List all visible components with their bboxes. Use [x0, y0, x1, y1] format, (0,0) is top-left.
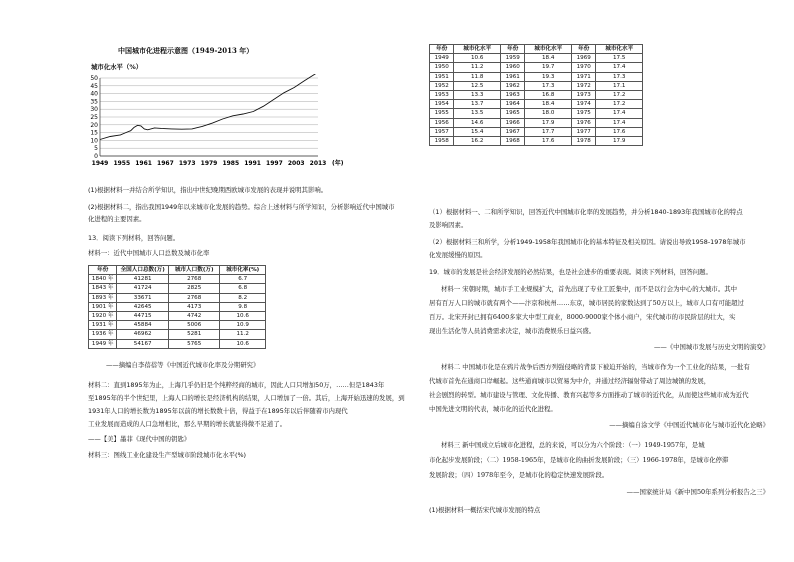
table-header: 城市化水平 [596, 45, 643, 54]
table-cell: 10.6 [454, 54, 501, 63]
table-header: 城市人口数(万) [168, 266, 219, 275]
y-tick-label: 20 [90, 121, 98, 129]
x-tick-label: 1979 [200, 160, 218, 167]
question-19: 19．城市的发展是社会经济发展的必然结果，也是社会进步的重要表现。阅读下列材料，回答问题。 [429, 268, 712, 276]
table-cell: 1956 [430, 118, 454, 127]
table-cell: 1977 [571, 127, 595, 136]
table-cell: 45884 [117, 321, 169, 330]
table-cell: 1967 [500, 127, 524, 136]
table-cell: 1963 [500, 91, 524, 100]
table-cell: 17.4 [596, 63, 643, 72]
question-2-line-2: 化进程的主要因素。 [88, 215, 146, 223]
series-line [100, 74, 318, 140]
table-row [430, 109, 643, 118]
table-cell: 1969 [571, 54, 595, 63]
table-row [430, 91, 643, 100]
urbanization-table [429, 44, 643, 146]
table-row [430, 118, 643, 127]
table-row [89, 339, 266, 348]
table-cell: 1951 [430, 72, 454, 81]
question-1: (1)根据材料一并结合所学知识，指出中世纪晚期西欧城市发展的表现并说明其影响。 [88, 186, 328, 194]
table-cell: 13.3 [454, 91, 501, 100]
x-tick-label: 1967 [157, 160, 174, 167]
table-cell: 11.2 [454, 63, 501, 72]
table-cell: 1972 [571, 81, 595, 90]
table-cell: 10.9 [220, 321, 266, 330]
x-tick-label: 1991 [244, 160, 261, 167]
x-tick-label: 2003 [287, 160, 305, 167]
table-cell: 5765 [168, 339, 219, 348]
table-cell: 1949 [430, 54, 454, 63]
r-material-3-line-3: 发展阶段；（四）1978年至今，是城市化的稳定快速发展阶段。 [429, 471, 609, 479]
table-cell: 44715 [117, 312, 169, 321]
table-1-source: ——摘编自李蓓蓓等《中国近代城市化率及分期研究》 [106, 361, 260, 369]
table-cell: 4173 [168, 302, 219, 311]
x-tick-label: 1985 [222, 160, 240, 167]
table-cell: 17.2 [596, 91, 643, 100]
x-tick-label: 1955 [113, 160, 131, 167]
x-tick-label: 1949 [91, 160, 109, 167]
table-cell: 1957 [430, 127, 454, 136]
table-cell: 1976 [571, 118, 595, 127]
table-cell: 1964 [500, 100, 524, 109]
table-cell: 18.4 [525, 100, 572, 109]
table-cell: 41281 [117, 275, 169, 284]
table-row [89, 312, 266, 321]
table-cell: 1936 年 [89, 330, 117, 339]
material-2-line-4: 工业发展而造成的人口急增相比，那么早期的增长就显得微不足道了。 [88, 420, 287, 428]
r-material-3-line-2: 市化起步发展阶段；（二）1958-1965年，是城市化的曲折发展阶段；（三）1966-1978年，是城市化停滞 [429, 456, 729, 464]
table-cell: 2825 [168, 284, 219, 293]
table-cell: 1955 [430, 109, 454, 118]
table-cell: 17.9 [596, 137, 643, 146]
table-row [430, 137, 643, 146]
material-2-line-2: 至1895年的半个世纪里，上海人口的增长是经济机构的结果，人口增加了一倍。其后，上海开始迅速的发展，到 [88, 394, 405, 402]
table-cell: 19.7 [525, 63, 572, 72]
table-cell: 1931 年 [89, 321, 117, 330]
right-question-1-line-2: 及影响因素。 [429, 221, 468, 229]
question-13: 13．阅读下列材料，回答问题。 [88, 234, 180, 242]
y-tick-label: 50 [90, 75, 98, 82]
material-3-title: 材料三：图线工业化建设生产型城市阶段城市化水平(%) [88, 451, 247, 459]
table-header: 城市化水平 [454, 45, 501, 54]
r-material-2-line-4: 中国先进文明的代表，城市化的近代化进程。 [429, 405, 557, 413]
table-cell: 17.9 [525, 118, 572, 127]
table-cell: 1960 [500, 63, 524, 72]
table-cell: 1950 [430, 63, 454, 72]
table-cell: 33671 [117, 293, 169, 302]
table-cell: 1970 [571, 63, 595, 72]
table-cell: 1893 年 [89, 293, 117, 302]
question-2-line-1: (2)根据材料二，指出我国1949年以来城市化发展的趋势。综合上述材料与所学知识，分析影响近代中国城市 [88, 203, 395, 211]
table-cell: 1949 年 [89, 339, 117, 348]
table-cell: 6.8 [220, 284, 266, 293]
table-row [89, 293, 266, 302]
x-axis-label: (年) [332, 160, 344, 167]
x-tick-label: 1997 [266, 160, 283, 167]
table-cell: 1971 [571, 72, 595, 81]
line-chart [86, 74, 346, 180]
r-material-1-line-2: 居有百万人口的城市就有两个——汴京和杭州……东京，城市居民的家数达到了50万以上，城市人口有可能超过 [429, 299, 744, 307]
chart-ylabel: 城市化水平（%） [91, 63, 143, 71]
table-cell: 1840 年 [89, 275, 117, 284]
table-cell: 1843 年 [89, 284, 117, 293]
table-row [89, 302, 266, 311]
table-header: 年份 [500, 45, 524, 54]
table-cell: 17.6 [596, 127, 643, 136]
r-material-2-line-3: 社会剧烈的转型。城市建设与管理、文化传播、教育兴起等多方面推动了城市的近代化，从而使这些城市成为近代 [429, 391, 749, 399]
table-cell: 12.5 [454, 81, 501, 90]
table-cell: 13.7 [454, 100, 501, 109]
y-tick-label: 25 [90, 114, 98, 121]
table-cell: 1954 [430, 100, 454, 109]
table-cell: 18.0 [525, 109, 572, 118]
table-cell: 5281 [168, 330, 219, 339]
table-header: 年份 [89, 266, 117, 275]
table-cell: 10.6 [220, 312, 266, 321]
y-tick-label: 15 [90, 129, 98, 137]
material-2-line-1: 材料二：直到1895年为止，上海几乎仍旧是个纯粹经商的城市，因此人口只增加50万，……但是1843年 [88, 381, 385, 389]
table-cell: 17.7 [525, 127, 572, 136]
table-row [430, 81, 643, 90]
r-material-3-line-1: 材料三 新中国成立后城市化进程，总的来说，可以分为六个阶段：（一）1949-1957年，是城 [441, 441, 705, 449]
table-cell: 1962 [500, 81, 524, 90]
table-cell: 19.3 [525, 72, 572, 81]
table-cell: 54167 [117, 339, 169, 348]
table-cell: 1959 [500, 54, 524, 63]
table-cell: 1978 [571, 137, 595, 146]
y-tick-label: 5 [94, 145, 98, 153]
table-cell: 1965 [500, 109, 524, 118]
table-row [430, 54, 643, 63]
table-cell: 2768 [168, 293, 219, 302]
table-cell: 1974 [571, 100, 595, 109]
r-material-1-line-4: 现出生活化等人员消费需求决定，城市消费娱乐日益兴盛。 [429, 327, 596, 335]
y-tick-label: 0 [94, 153, 98, 160]
table-cell: 17.5 [596, 54, 643, 63]
table-cell: 2768 [168, 275, 219, 284]
right-question-1-line-1: （1）根据材料一、二和所学知识，回答近代中国城市化率的发展趋势，并分析1840-1893年我国城市化的特点 [429, 208, 743, 216]
table-cell: 11.2 [220, 330, 266, 339]
table-row [89, 321, 266, 330]
table-row [89, 284, 266, 293]
table-cell: 4742 [168, 312, 219, 321]
table-cell: 41724 [117, 284, 169, 293]
table-cell: 42645 [117, 302, 169, 311]
table-cell: 5006 [168, 321, 219, 330]
y-tick-label: 35 [90, 98, 98, 106]
r-material-1-line-1: 材料一 宋朝时期，城市手工业规模扩大，首先出现了专业工匠集中，而不是以行会为中心的大城市。其中 [441, 285, 737, 293]
y-tick-label: 40 [90, 90, 98, 98]
right-final-question: (1)根据材料一概括宋代城市发展的特点 [429, 506, 541, 514]
chart-title: 中国城市化进程示意图（1949-2013 年） [118, 46, 254, 55]
table-header: 全国人口总数(万) [117, 266, 169, 275]
table-header: 年份 [571, 45, 595, 54]
table-row [430, 127, 643, 136]
table-cell: 1901 年 [89, 302, 117, 311]
material-2-line-3: 1931年人口的增长数为1895年以前的增长数数十倍，得益于在1895年以后伴随着市内现代 [88, 407, 348, 415]
table-header: 城市化水平 [525, 45, 572, 54]
population-table [88, 265, 266, 349]
table-row [430, 72, 643, 81]
table-cell: 1952 [430, 81, 454, 90]
r-material-2-line-1: 材料二 中国城市化是在鸦片战争后西方列强侵略的背景下被迫开始的，当城市作为一个工业化的结果，一批有 [441, 363, 750, 371]
table-cell: 17.2 [596, 100, 643, 109]
table-cell: 10.6 [220, 339, 266, 348]
table-cell: 1961 [500, 72, 524, 81]
table-cell: 16.8 [525, 91, 572, 100]
table-cell: 17.4 [596, 109, 643, 118]
table-cell: 16.2 [454, 137, 501, 146]
table-cell: 13.5 [454, 109, 501, 118]
table-cell: 17.3 [596, 72, 643, 81]
material-2-source: ——【美】墨菲《现代中国的钥匙》 [88, 435, 191, 443]
y-tick-label: 45 [90, 82, 98, 90]
table-cell: 1958 [430, 137, 454, 146]
table-header: 城市化率(%) [220, 266, 266, 275]
table-cell: 15.4 [454, 127, 501, 136]
x-tick-label: 1973 [178, 160, 196, 167]
material-1-title: 材料一：近代中国城市人口总数及城市化率 [88, 249, 210, 257]
table-cell: 11.8 [454, 72, 501, 81]
table-row [89, 275, 266, 284]
r-material-2-source: ——摘编自涂文学《中国近代城市化与城市近代化论略》 [609, 421, 769, 429]
table-cell: 1975 [571, 109, 595, 118]
y-tick-label: 30 [90, 106, 98, 114]
table-cell: 8.2 [220, 293, 266, 302]
r-material-2-line-2: 代城市首先在通商口岸崛起。这些通商城市以贸易为中介，并通过经济辐射带动了周边城镇的发展， [429, 377, 711, 385]
table-cell: 46962 [117, 330, 169, 339]
right-question-2-line-1: （2）根据材料三和所学，分析1949-1958年我国城市化的基本特征及相关原因。请说出导致1958-1978年城市 [429, 238, 746, 246]
table-cell: 1966 [500, 118, 524, 127]
table-cell: 14.6 [454, 118, 501, 127]
table-header: 年份 [430, 45, 454, 54]
table-row [430, 100, 643, 109]
r-material-1-line-3: 百万。北宋开封已拥有6400多家大中型工商业，8000-9000家个体小商户，宋代城市的市民阶层的壮大，实 [429, 313, 736, 321]
table-row [89, 330, 266, 339]
table-cell: 1920 年 [89, 312, 117, 321]
right-question-2-line-2: 化发展缓慢的原因。 [429, 251, 487, 259]
table-cell: 6.7 [220, 275, 266, 284]
table-row [430, 63, 643, 72]
y-tick-label: 10 [90, 137, 98, 145]
r-material-3-source: ——国家统计局《新中国50年系列分析报告之三》 [626, 488, 769, 496]
r-material-1-source: ——《中国城市发展与历史文明的演变》 [653, 343, 769, 351]
table-cell: 9.8 [220, 302, 266, 311]
table-cell: 1973 [571, 91, 595, 100]
table-cell: 17.1 [596, 81, 643, 90]
table-cell: 17.3 [525, 81, 572, 90]
x-tick-label: 1961 [135, 160, 152, 167]
x-tick-label: 2013 [309, 160, 327, 167]
table-cell: 1968 [500, 137, 524, 146]
table-cell: 1953 [430, 91, 454, 100]
table-cell: 18.4 [525, 54, 572, 63]
table-cell: 17.4 [596, 118, 643, 127]
table-cell: 17.6 [525, 137, 572, 146]
